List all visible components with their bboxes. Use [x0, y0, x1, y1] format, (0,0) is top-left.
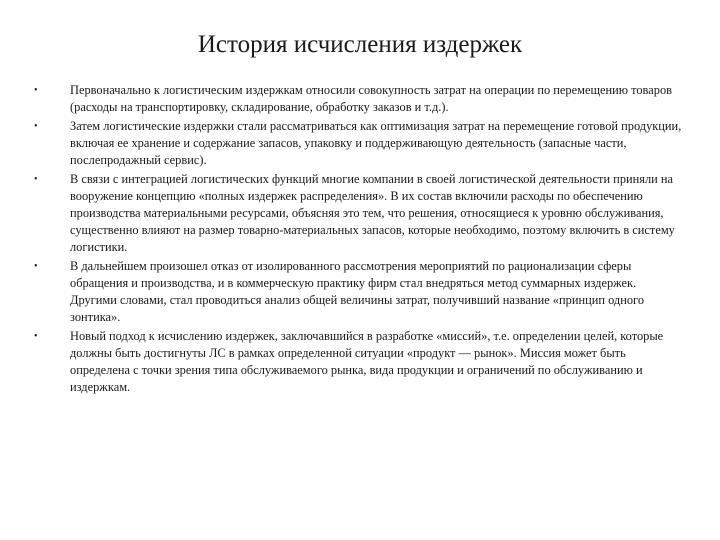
- bullet-item-1: [34, 82, 684, 116]
- bullet-text: Новый подход к исчислению издержек, заключавшийся в разработке «миссий», т.е. определении целей, которые должны быть достигнуты ЛС в рамках определенной ситуации «продукт — рынок». Миссия может быть определена с точки зрения типа обслуживаемого рынка, вида продукции и ограничений по обслуживанию и издержкам.: [70, 329, 664, 394]
- bullet-text: Затем логистические издержки стали рассматриваться как оптимизация затрат на перемещение готовой продукции, включая ее хранение и содержание запасов, упаковку и поддерживающую деятельность (запасные части, послепродажный сервис).: [70, 119, 682, 167]
- bullet-item-5: [34, 328, 684, 396]
- bullet-text: Первоначально к логистическим издержкам относили совокупность затрат на операции по перемещению товаров (расходы на транспортировку, складирование, обработку заказов и т.д.).: [70, 83, 672, 114]
- bullet-text: В дальнейшем произошел отказ от изолированного рассмотрения мероприятий по рационализации сферы обращения и производства, и в коммерческую практику фирм стал внедряться метод суммарных издержек. Другими словами, стал проводиться анализ общей величины затрат, получивший название «принцип одного зонтика».: [70, 259, 645, 324]
- bullet-icon: •: [34, 121, 38, 132]
- bullet-icon: •: [34, 331, 38, 342]
- bullet-icon: •: [34, 85, 38, 96]
- bullet-item-3: [34, 171, 684, 256]
- bullet-text: В связи с интеграцией логистических функций многие компании в своей логистической деятельности приняли на вооружение концепцию «полных издержек распределения». В их состав включили расходы по обеспечению производства материальными ресурсами, объясняя это тем, что решения, относящиеся к уровню обслуживания, существенно влияют на размер товарно-материальных запасов, которые необходимо, поэтому включить в систему логистики.: [70, 172, 675, 254]
- bullet-icon: •: [34, 261, 38, 272]
- bullet-list: [34, 82, 684, 398]
- bullet-icon: •: [34, 174, 38, 185]
- slide-title: История исчисления издержек: [197, 31, 523, 58]
- bullet-item-2: [34, 118, 684, 169]
- bullet-item-4: [34, 258, 684, 326]
